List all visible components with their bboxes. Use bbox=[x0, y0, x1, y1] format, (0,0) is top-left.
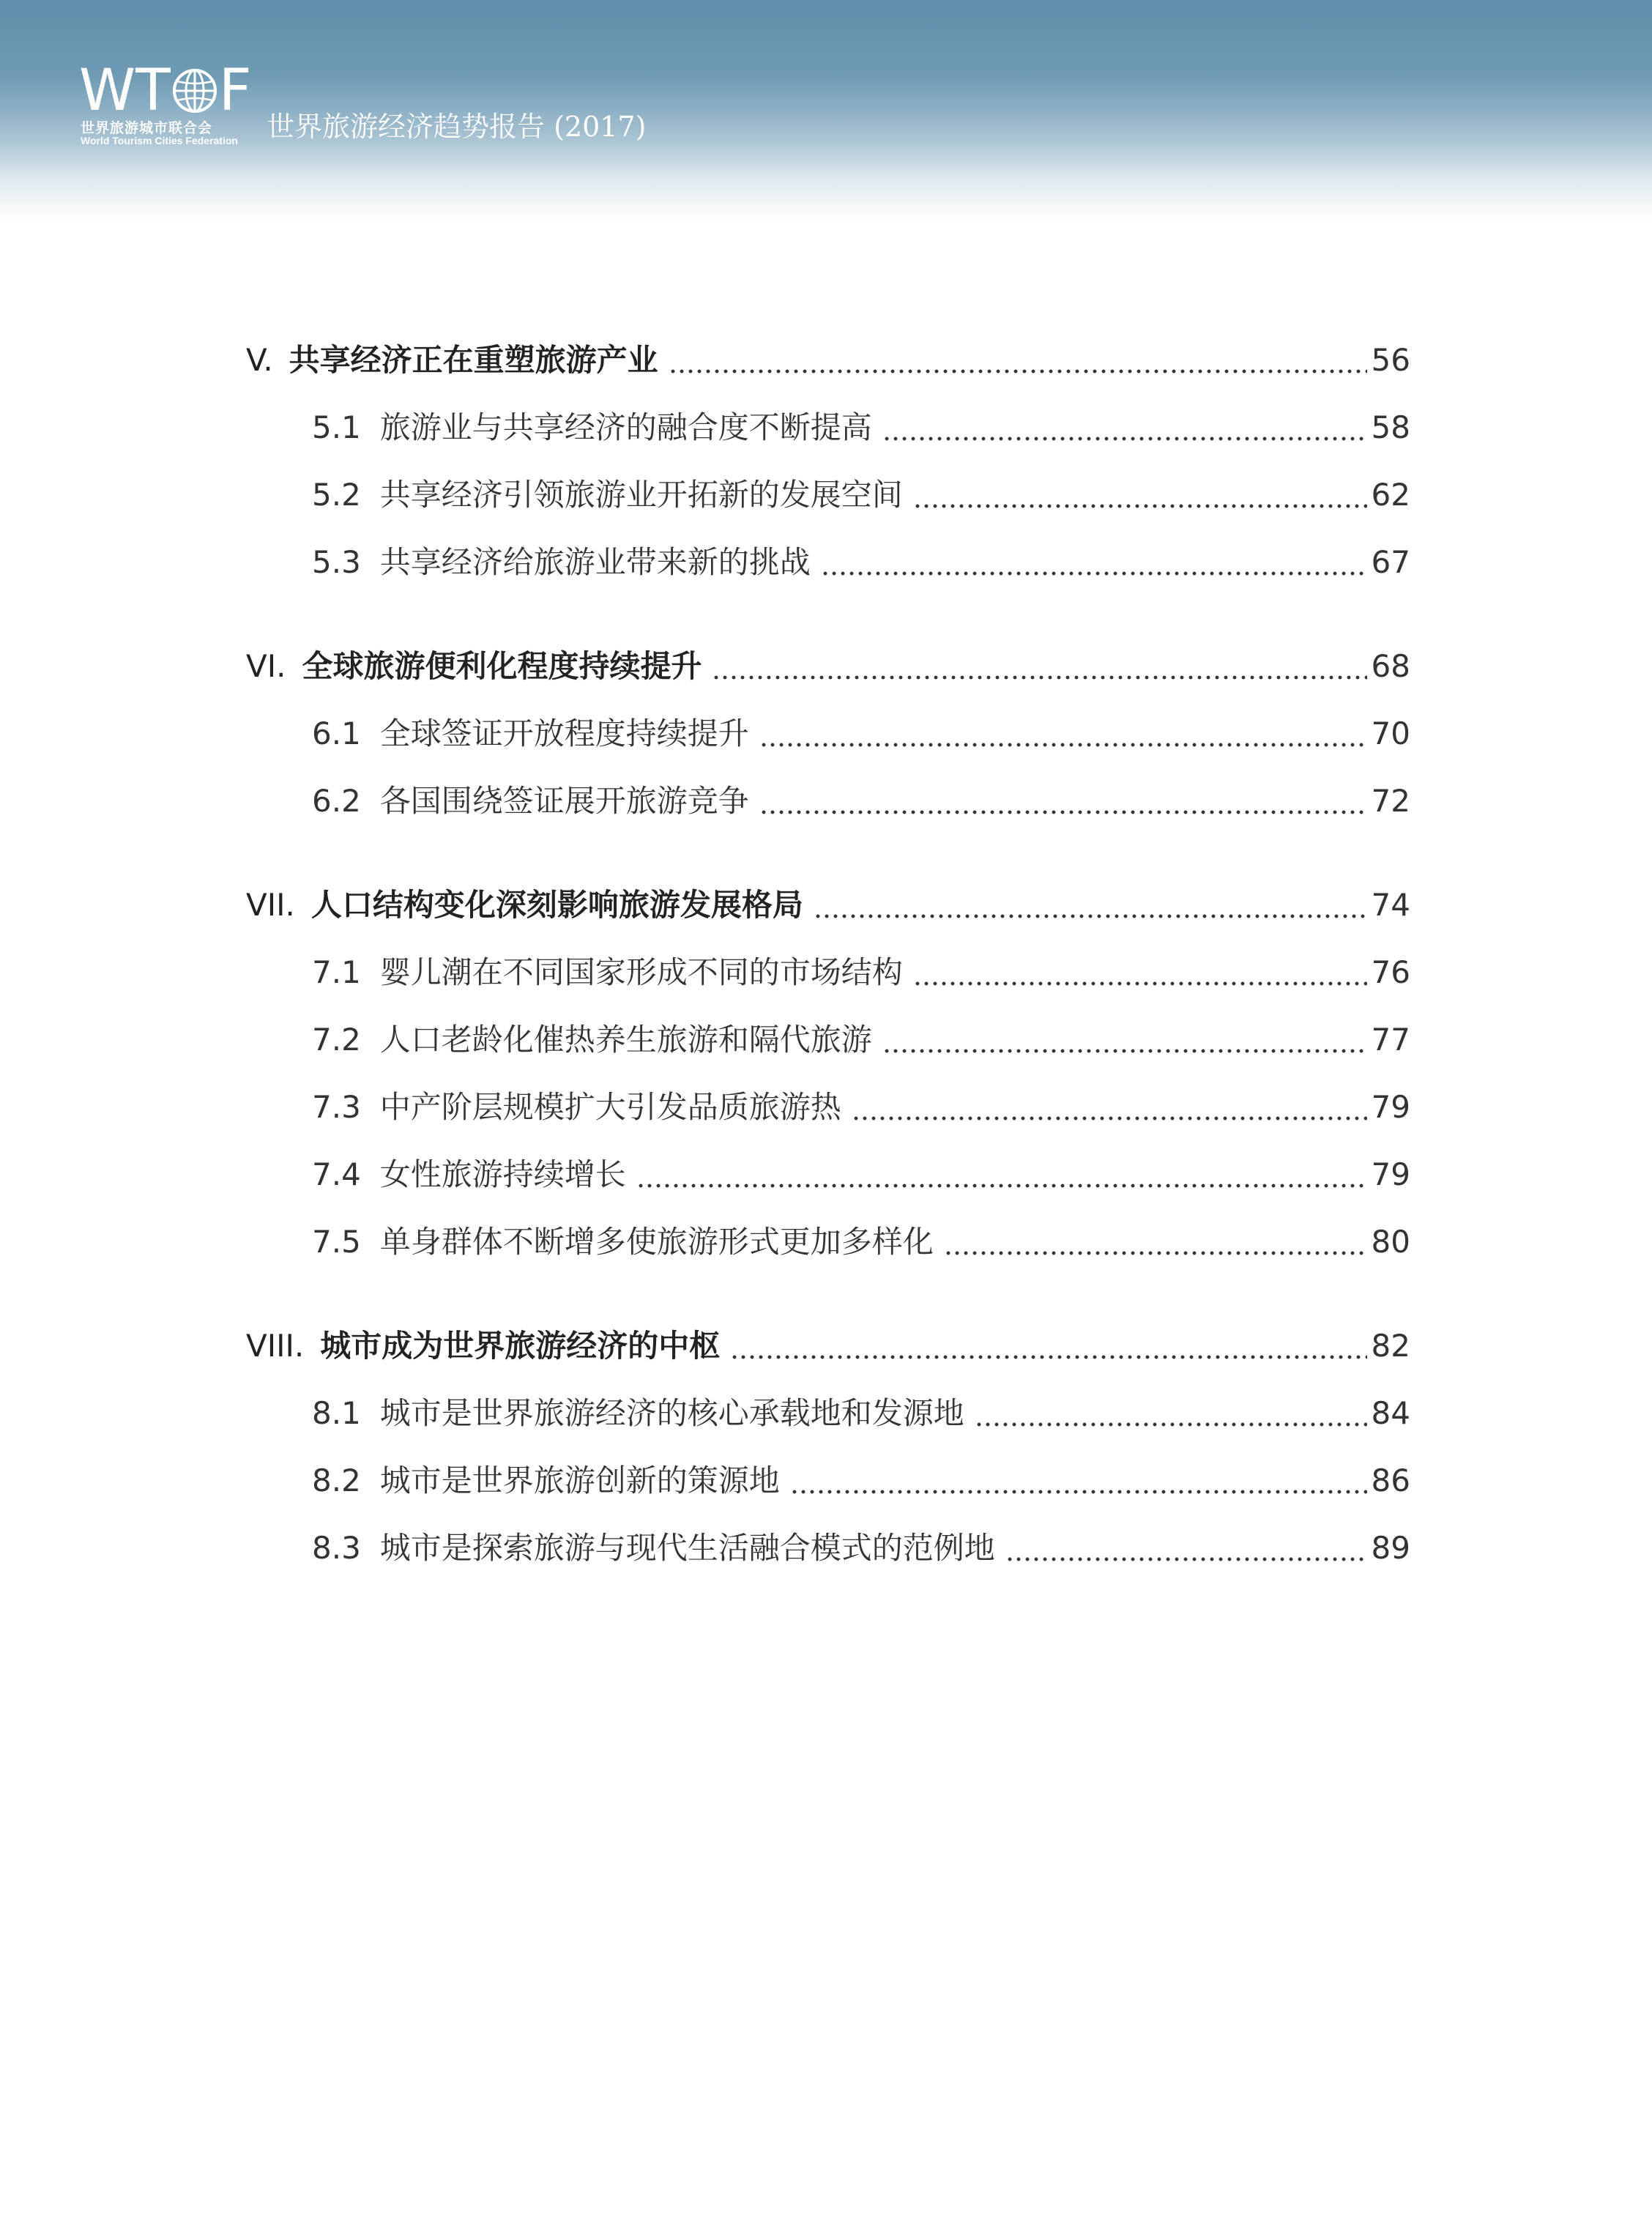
chapter-title: 全球旅游便利化程度持续提升 bbox=[302, 648, 702, 684]
section-title: 中产阶层规模扩大引发品质旅游热 bbox=[379, 1089, 841, 1125]
dot-leader bbox=[669, 366, 1367, 376]
dot-leader bbox=[882, 434, 1367, 444]
section-number: 6.1 bbox=[312, 716, 361, 751]
section-title: 全球签证开放程度持续提升 bbox=[379, 716, 749, 751]
toc-section[interactable] bbox=[246, 1447, 1410, 1515]
dot-leader bbox=[790, 1487, 1367, 1497]
page-number: 62 bbox=[1371, 477, 1410, 513]
dot-leader bbox=[975, 1419, 1367, 1430]
chapter-spacer bbox=[246, 835, 1410, 872]
dot-leader bbox=[759, 740, 1367, 750]
chapter-number: V. bbox=[246, 342, 273, 378]
chapter-title: 共享经济正在重塑旅游产业 bbox=[289, 342, 658, 378]
page-number: 67 bbox=[1371, 544, 1410, 580]
toc-section[interactable] bbox=[246, 768, 1410, 835]
section-number: 7.2 bbox=[312, 1022, 361, 1058]
page-number: 84 bbox=[1371, 1395, 1410, 1431]
page-number: 58 bbox=[1371, 409, 1410, 445]
page-number: 86 bbox=[1371, 1463, 1410, 1498]
section-number: 5.3 bbox=[312, 544, 361, 580]
section-number: 5.1 bbox=[312, 409, 361, 445]
toc-section[interactable] bbox=[246, 1141, 1410, 1208]
section-number: 7.3 bbox=[312, 1089, 361, 1125]
section-title: 各国围绕签证展开旅游竞争 bbox=[379, 783, 749, 819]
chapter-spacer bbox=[246, 1276, 1410, 1312]
toc-section[interactable] bbox=[246, 1515, 1410, 1582]
section-number: 7.1 bbox=[312, 954, 361, 990]
section-title: 女性旅游持续增长 bbox=[379, 1156, 626, 1192]
toc-section[interactable] bbox=[246, 394, 1410, 461]
section-title: 婴儿潮在不同国家形成不同的市场结构 bbox=[379, 954, 903, 990]
wtcf-logo bbox=[79, 58, 255, 146]
toc-section[interactable] bbox=[246, 1074, 1410, 1141]
dot-leader bbox=[944, 1248, 1367, 1258]
section-number: 5.2 bbox=[312, 477, 361, 513]
report-title: 世界旅游经济趋势报告 (2017) bbox=[267, 111, 647, 143]
dot-leader bbox=[821, 568, 1367, 579]
toc-section[interactable] bbox=[246, 1208, 1410, 1276]
page-number: 76 bbox=[1371, 954, 1410, 990]
section-title: 城市是探索旅游与现代生活融合模式的范例地 bbox=[379, 1530, 995, 1566]
dot-leader bbox=[882, 1046, 1367, 1056]
chapter-number: VI. bbox=[246, 648, 286, 684]
dot-leader bbox=[852, 1113, 1367, 1123]
dot-leader bbox=[759, 807, 1367, 817]
section-title: 共享经济给旅游业带来新的挑战 bbox=[379, 544, 811, 580]
globe-icon bbox=[172, 68, 217, 114]
page-number: 77 bbox=[1371, 1022, 1410, 1058]
section-title: 单身群体不断增多使旅游形式更加多样化 bbox=[379, 1224, 934, 1260]
logo-english-name: World Tourism Cities Federation bbox=[81, 135, 238, 146]
section-number: 8.3 bbox=[312, 1530, 361, 1566]
section-title: 共享经济引领旅游业开拓新的发展空间 bbox=[379, 477, 903, 513]
dot-leader bbox=[730, 1352, 1366, 1362]
toc-chapter[interactable] bbox=[246, 1312, 1410, 1380]
page-number: 80 bbox=[1371, 1224, 1410, 1260]
toc-section[interactable] bbox=[246, 529, 1410, 596]
header-band bbox=[0, 0, 1652, 220]
section-title: 城市是世界旅游经济的核心承载地和发源地 bbox=[379, 1395, 964, 1431]
section-title: 城市是世界旅游创新的策源地 bbox=[379, 1463, 780, 1498]
chapter-number: VIII. bbox=[246, 1328, 305, 1364]
section-number: 6.2 bbox=[312, 783, 361, 819]
toc-chapter[interactable] bbox=[246, 327, 1410, 394]
table-of-contents bbox=[246, 327, 1410, 1582]
section-title: 人口老龄化催热养生旅游和隔代旅游 bbox=[379, 1022, 872, 1058]
section-number: 7.5 bbox=[312, 1224, 361, 1260]
section-number: 7.4 bbox=[312, 1156, 361, 1192]
page-number: 79 bbox=[1371, 1089, 1410, 1125]
section-number: 8.2 bbox=[312, 1463, 361, 1498]
dot-leader bbox=[636, 1181, 1367, 1191]
dot-leader bbox=[1005, 1554, 1367, 1564]
toc-section[interactable] bbox=[246, 939, 1410, 1006]
toc-section[interactable] bbox=[246, 700, 1410, 768]
section-title: 旅游业与共享经济的融合度不断提高 bbox=[379, 409, 872, 445]
page-number: 70 bbox=[1371, 716, 1410, 751]
chapter-title: 城市成为世界旅游经济的中枢 bbox=[320, 1328, 721, 1364]
dot-leader bbox=[913, 978, 1367, 989]
logo-chinese-name: 世界旅游城市联合会 bbox=[81, 120, 213, 136]
page-number: 56 bbox=[1371, 342, 1410, 378]
dot-leader bbox=[712, 672, 1366, 683]
page-number: 68 bbox=[1371, 648, 1410, 684]
page-number: 74 bbox=[1371, 887, 1410, 923]
toc-chapter[interactable] bbox=[246, 872, 1410, 939]
page-number: 89 bbox=[1371, 1530, 1410, 1566]
section-number: 8.1 bbox=[312, 1395, 361, 1431]
dot-leader bbox=[814, 911, 1367, 921]
logo-mark: WT F bbox=[79, 58, 252, 124]
toc-chapter[interactable] bbox=[246, 633, 1410, 700]
page-number: 82 bbox=[1371, 1328, 1410, 1364]
chapter-spacer bbox=[246, 596, 1410, 633]
dot-leader bbox=[913, 501, 1367, 511]
page-number: 72 bbox=[1371, 783, 1410, 819]
toc-section[interactable] bbox=[246, 1380, 1410, 1447]
toc-section[interactable] bbox=[246, 461, 1410, 529]
chapter-number: VII. bbox=[246, 887, 295, 923]
toc-section[interactable] bbox=[246, 1006, 1410, 1074]
chapter-title: 人口结构变化深刻影响旅游发展格局 bbox=[310, 887, 803, 923]
page-number: 79 bbox=[1371, 1156, 1410, 1192]
